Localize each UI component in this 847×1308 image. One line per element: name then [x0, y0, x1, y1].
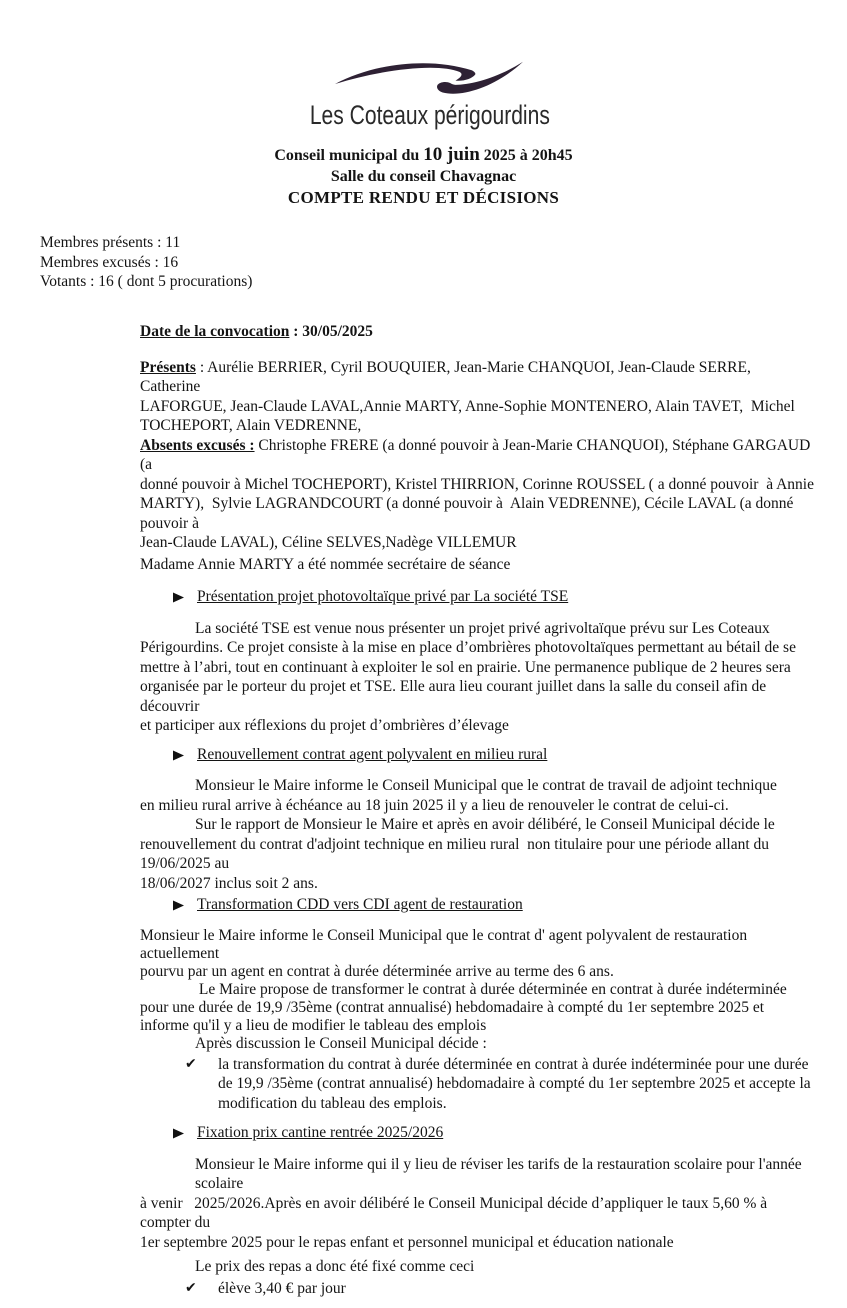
section-title: Présentation projet photovoltaïque privé par La société TSE — [197, 588, 569, 605]
members-summary — [40, 233, 252, 292]
section-heading-cdd-cdi — [172, 895, 816, 915]
meeting-location: Salle du conseil Chavagnac — [330, 168, 517, 185]
heading-arrow-icon — [172, 749, 185, 762]
absents-label: Absents excusés : — [140, 436, 255, 454]
decision-item — [185, 1055, 815, 1114]
text-line: mettre à l’abri, tout en continuant à exploiter le sol en prairie. Une permanence publique de 2 heures sera — [140, 658, 791, 676]
members-present: Membres présents : 11 — [40, 234, 181, 251]
text-line: informe qu'il y a lieu de modifier le tableau des emplois — [140, 1016, 487, 1034]
section-paragraph — [140, 776, 816, 893]
text-line: La société TSE est venue nous présenter un projet privé agrivoltaïque prévu sur Les Coteaux — [195, 619, 770, 637]
document-body — [140, 322, 819, 1308]
check-icon: ✔ — [185, 1055, 197, 1072]
text-line: Monsieur le Maire informe qui il y lieu de réviser les tarifs de la restauration scolaire pour l'année scolaire — [195, 1155, 806, 1192]
text-line: Monsieur le Maire informe le Conseil Municipal que le contrat de travail de adjoint technique — [195, 777, 777, 794]
section-paragraph — [140, 619, 816, 736]
meal-price-intro: Le prix des repas a donc été fixé comme ceci — [195, 1258, 475, 1275]
convocation-label: Date de la convocation — [140, 323, 290, 340]
decision-text: élève 3,40 € par jour — [218, 1279, 346, 1297]
presents-line: TOCHEPORT, Alain VEDRENNE, — [140, 417, 362, 434]
section-title: Fixation prix cantine rentrée 2025/2026 — [197, 1124, 444, 1141]
members-excused: Membres excusés : 16 — [40, 253, 179, 271]
logo-swoosh-icon — [335, 58, 523, 98]
absents-line — [140, 436, 819, 475]
meeting-date: 10 juin — [423, 144, 480, 165]
absents-line: Jean-Claude LAVAL), Céline SELVES,Nadège VILLEMUR — [140, 534, 517, 551]
text-line: Périgourdins. Ce projet consiste à la mise en place d’ombrières photovoltaïques permettant au bétail de se — [140, 639, 796, 656]
section-paragraph — [140, 927, 816, 1053]
members-voters: Votants : 16 ( dont 5 procurations) — [40, 273, 253, 290]
presents-names: : Aurélie BERRIER, Cyril BOUQUIER, Jean-Marie CHANQUOI, Jean-Claude SERRE, Catherine — [140, 358, 763, 395]
logo — [276, 58, 584, 131]
presents-line: LAFORGUE, Jean-Claude LAVAL,Annie MARTY, Anne-Sophie MONTENERO, Alain TAVET, Michel — [140, 397, 795, 415]
absents-line: MARTY), Sylvie LAGRANDCOURT (a donné pouvoir à Alain VEDRENNE), Cécile LAVAL (a donné pouvoir à — [140, 495, 798, 532]
convocation-value: : 30/05/2025 — [289, 323, 373, 340]
section-title: Renouvellement contrat agent polyvalent en milieu rural — [197, 745, 548, 763]
presents-label: Présents — [140, 358, 196, 376]
document-header — [0, 58, 847, 207]
section-heading-photovoltaique — [172, 587, 816, 607]
text-line: Après discussion le Conseil Municipal décide : — [195, 1034, 487, 1052]
title-prefix: Conseil municipal du — [274, 147, 424, 164]
section-paragraph — [140, 1155, 816, 1253]
document-type: COMPTE RENDU ET DÉCISIONS — [287, 188, 560, 207]
text-line: organisée par le porteur du projet et TSE. Elle aura lieu courant juillet dans la salle du conseil afin de découvrir — [140, 678, 770, 715]
presents-line — [140, 358, 816, 397]
heading-arrow-icon — [172, 591, 185, 604]
convocation-date — [140, 322, 816, 342]
text-line: Monsieur le Maire informe le Conseil Municipal que le contrat d' agent polyvalent de restauration actuellement — [140, 926, 751, 962]
text-line: 1er septembre 2025 pour le repas enfant et personnel municipal et éducation nationale — [140, 1233, 674, 1251]
text-line: Le Maire propose de transformer le contrat à durée déterminée en contrat à durée indéterminée — [195, 980, 787, 998]
decision-text: la transformation du contrat à durée déterminée en contrat à durée indéterminée pour une durée de 19,9 /35ème (contrat annualisé) hebdomadaire à compté du 1er septembre 2025 et accepte la modification du tableau des emplois. — [218, 1055, 811, 1112]
meeting-title — [0, 145, 847, 165]
text-line: et participer aux réflexions du projet d’ombrières d’élevage — [140, 717, 509, 734]
text-line: pour une durée de 19,9 /35ème (contrat annualisé) hebdomadaire à compté du 1er septembre 2025 et — [140, 998, 765, 1016]
text-line: en milieu rural arrive à échéance au 18 juin 2025 il y a lieu de renouveler le contrat de celui-ci. — [140, 796, 729, 814]
text-line: 18/06/2027 inclus soit 2 ans. — [140, 874, 318, 892]
logo-wordmark: Les Coteaux périgourdins — [309, 100, 550, 130]
absents-names: Christophe FRERE (a donné pouvoir à Jean-Marie CHANQUOI), Stéphane GARGAUD (a — [140, 436, 819, 473]
text-line: Sur le rapport de Monsieur le Maire et après en avoir délibéré, le Conseil Municipal décide le — [195, 816, 775, 833]
heading-arrow-icon — [172, 899, 185, 912]
title-block — [0, 145, 847, 207]
title-suffix: 2025 à 20h45 — [479, 147, 573, 164]
text-line: pourvu par un agent en contrat à durée déterminée arrive au terme des 6 ans. — [140, 962, 614, 980]
section-heading-prix-cantine — [172, 1123, 816, 1143]
section-heading-renouvellement — [172, 745, 816, 765]
secretary-note: Madame Annie MARTY a été nommée secrétaire de séance — [140, 555, 511, 573]
absents-line: donné pouvoir à Michel TOCHEPORT), Kristel THIRRION, Corinne ROUSSEL ( a donné pouvoir à Annie — [140, 475, 814, 493]
check-icon: ✔ — [185, 1279, 197, 1296]
text-line: renouvellement du contrat d'adjoint technique en milieu rural non titulaire pour une période allant du 19/06/2025 au — [140, 835, 773, 872]
swoosh-upper — [335, 63, 475, 84]
heading-arrow-icon — [172, 1127, 185, 1140]
decision-item — [185, 1279, 815, 1299]
attendance-block — [140, 358, 819, 553]
section-title: Transformation CDD vers CDI agent de restauration — [197, 896, 523, 913]
text-line: à venir 2025/2026.Après en avoir délibéré le Conseil Municipal décide d’appliquer le taux 5,60 % à compter du — [140, 1194, 772, 1231]
